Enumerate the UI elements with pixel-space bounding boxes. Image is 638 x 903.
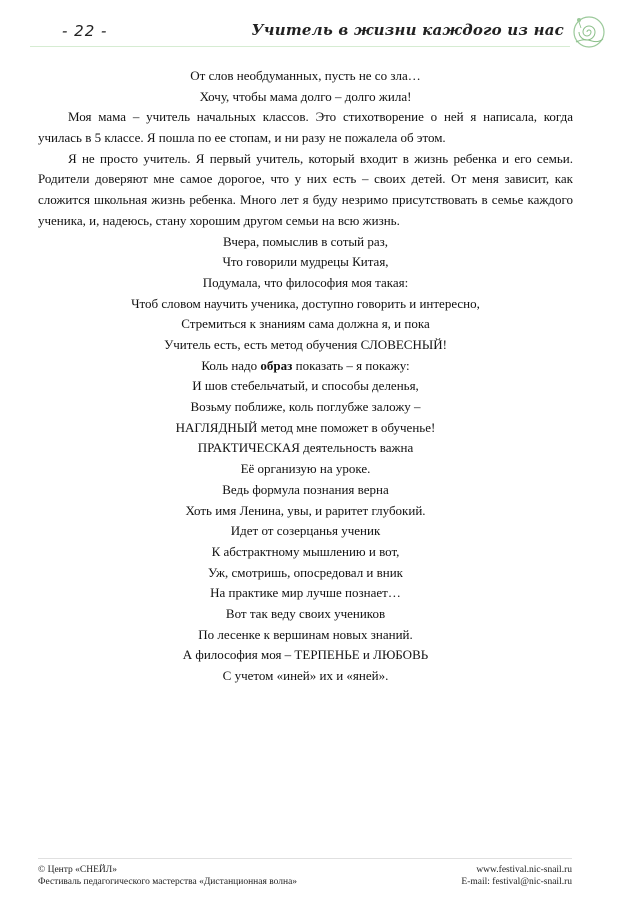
page-number: - 22 - [62, 22, 108, 40]
paragraph: Моя мама – учитель начальных классов. Это стихотворение о ней я написала, когда училась в 5 классе. Я пошла по ее стопам, и ни разу не пожалела об этом. [38, 109, 573, 146]
poem-line: Вот так веду своих учеников [225, 605, 386, 621]
page-header [30, 14, 610, 48]
snail-logo-icon [570, 14, 608, 50]
poem-line: Стремиться к знаниям сама должна я, и пока [181, 316, 430, 332]
paragraph: Я не просто учитель. Я первый учитель, который входит в жизнь ребенка и его семьи. Родители доверяют мне самое дорогое, что у них есть – своих детей. От меня зависит, как сложится школьная жизнь ребенка. Много лет я буду незримо присутствовать в семье каждого ученика, и, надеюсь, стану хорошим другом семьи на всю жизнь. [38, 150, 573, 228]
poem-line: Вчера, помыслив в сотый раз, [223, 233, 388, 249]
verse-line: От слов необдуманных, пусть не со зла… [190, 68, 421, 83]
poem-line: К абстрактному мышлению и вот, [211, 543, 400, 559]
poem-line: ПРАКТИЧЕСКАЯ деятельность важна [197, 440, 414, 456]
page-body [38, 66, 573, 687]
poem-line: По лесенке к вершинам новых знаний. [198, 626, 413, 642]
header-divider [30, 46, 570, 47]
poem-line: Хоть имя Ленина, увы, и раритет глубокий. [185, 502, 426, 518]
poem-line: Уж, смотришь, опосредовал и вник [207, 564, 404, 580]
poem-line-with-bold [38, 356, 573, 377]
poem-line: Её организую на уроке. [240, 461, 371, 477]
running-title: Учитель в жизни каждого из нас [251, 21, 564, 39]
footer-right [461, 864, 572, 888]
poem-text: показать – я покажу: [292, 357, 410, 373]
poem-line: С учетом «иней» их и «яней». [222, 668, 389, 684]
bold-word: образ [260, 357, 293, 373]
poem-line: Что говорили мудрецы Китая, [222, 254, 389, 270]
poem-line: Чтоб словом научить ученика, доступно говорить и интересно, [131, 295, 480, 311]
footer-org: © Центр «СНЕЙЛ» [38, 865, 117, 875]
footer-website: www.festival.nic-snail.ru [476, 865, 572, 875]
poem-line: Ведь формула познания верна [222, 481, 389, 497]
footer-festival: Фестиваль педагогического мастерства «Дистанционная волна» [38, 877, 298, 887]
footer-email: E-mail: festival@nic-snail.ru [461, 877, 572, 887]
poem-line: И шов стебельчатый, и способы деленья, [192, 378, 419, 394]
footer-divider [38, 858, 572, 859]
poem-text: Коль надо [201, 357, 261, 373]
poem-line: А философия моя – ТЕРПЕНЬЕ и ЛЮБОВЬ [182, 647, 429, 663]
footer-left [38, 864, 297, 888]
poem-line: Учитель есть, есть метод обучения СЛОВЕСНЫЙ! [164, 337, 447, 353]
poem-line: Возьму поближе, коль поглубже заложу – [190, 399, 421, 415]
poem-line: Подумала, что философия моя такая: [202, 274, 409, 290]
poem-line: НАГЛЯДНЫЙ метод мне поможет в обученье! [175, 419, 436, 435]
poem-line: На практике мир лучше познает… [210, 585, 401, 601]
verse-line: Хочу, чтобы мама долго – долго жила! [199, 88, 412, 104]
poem-line: Идет от созерцанья ученик [230, 523, 381, 539]
